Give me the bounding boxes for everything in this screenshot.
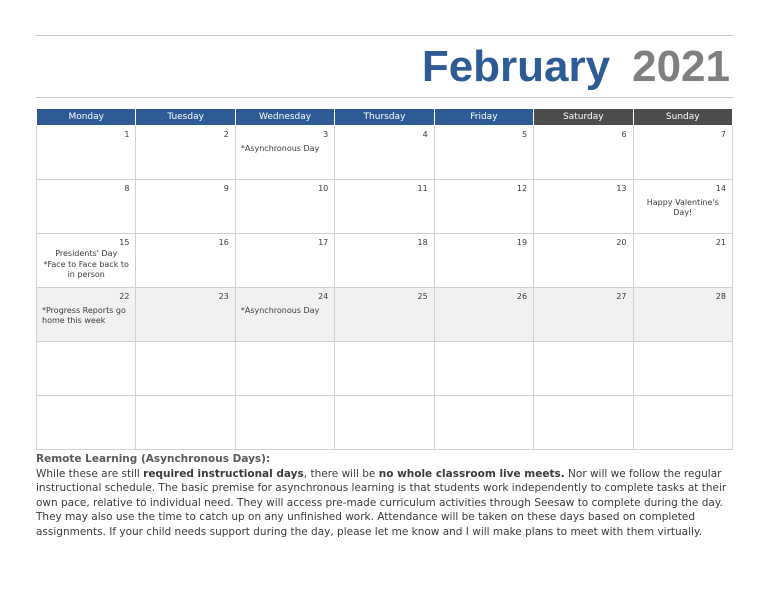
day-number: 15 [119, 238, 130, 247]
day-number: 19 [516, 238, 528, 247]
notes-text: Nor will we follow the regular instructional schedule. The basic premise for asynchronous learning is that students work independently to complete tasks at their own pace, relative to individual need. They will access pre-made curriculum activities through Seesaw to complete during the day. They may also use the time to catch up on any unfinished work. Attendance will be taken on these days based on completed assignments. If your child needs support during the day, please let me know and I will make plans to meet with them virtually. [36, 467, 727, 538]
calendar-week-row [37, 180, 733, 234]
day-number: 26 [516, 292, 528, 301]
day-event [241, 306, 329, 317]
day-number: 25 [417, 292, 428, 301]
calendar-day-cell[interactable] [633, 288, 732, 342]
weekday-header-tuesday: Tuesday [136, 109, 235, 126]
calendar-day-cell[interactable] [335, 396, 434, 450]
day-number: 16 [218, 238, 229, 247]
calendar-day-cell[interactable] [235, 180, 334, 234]
calendar-day-cell[interactable] [235, 126, 334, 180]
day-number: 3 [323, 130, 329, 139]
calendar-day-cell[interactable] [136, 126, 235, 180]
calendar-day-cell[interactable] [37, 180, 136, 234]
calendar-day-cell[interactable] [434, 234, 533, 288]
top-rule [36, 35, 733, 36]
calendar-week-row [37, 126, 733, 180]
calendar-day-cell[interactable] [633, 180, 732, 234]
weekday-header-friday: Friday [434, 109, 533, 126]
calendar-day-cell[interactable] [37, 396, 136, 450]
page-title [422, 38, 730, 96]
calendar-day-cell[interactable] [434, 288, 533, 342]
calendar-day-cell[interactable] [534, 396, 633, 450]
day-number: 18 [417, 238, 428, 247]
calendar-day-cell[interactable] [633, 234, 732, 288]
notes-emphasis: required instructional days [143, 467, 304, 480]
day-number: 1 [124, 130, 130, 139]
day-event [241, 144, 329, 155]
calendar-day-cell[interactable] [434, 342, 533, 396]
calendar-day-cell[interactable] [235, 234, 334, 288]
event-text: Happy Valentine's Day! [646, 198, 719, 217]
calendar-grid [36, 108, 733, 450]
calendar-day-cell[interactable] [335, 342, 434, 396]
calendar-day-cell[interactable] [136, 180, 235, 234]
weekday-header-thursday: Thursday [335, 109, 434, 126]
calendar-day-cell[interactable] [534, 180, 633, 234]
day-number: 8 [124, 184, 130, 193]
day-number: 13 [616, 184, 627, 193]
notes-emphasis: no whole classroom live meets. [378, 467, 565, 480]
day-number: 6 [621, 130, 627, 139]
year-title: 2021 [632, 42, 730, 91]
weekday-header-sunday: Sunday [633, 109, 732, 126]
calendar-day-cell[interactable] [434, 126, 533, 180]
calendar-day-cell[interactable] [534, 126, 633, 180]
day-event [42, 306, 130, 327]
weekday-header-wednesday: Wednesday [235, 109, 334, 126]
day-number: 4 [422, 130, 428, 139]
day-number: 21 [715, 238, 726, 247]
calendar-day-cell[interactable] [534, 288, 633, 342]
calendar-day-cell[interactable] [37, 126, 136, 180]
day-number: 27 [616, 292, 627, 301]
calendar-day-cell[interactable] [37, 234, 136, 288]
event-text: *Asynchronous Day [240, 306, 320, 315]
calendar-day-cell[interactable] [335, 288, 434, 342]
calendar-day-cell[interactable] [434, 180, 533, 234]
calendar-day-cell[interactable] [633, 126, 732, 180]
calendar-week-row [37, 396, 733, 450]
day-number: 17 [318, 238, 329, 247]
day-number: 22 [119, 292, 130, 301]
day-number: 20 [616, 238, 627, 247]
weekday-header-monday: Monday [37, 109, 136, 126]
day-number: 2 [223, 130, 229, 139]
calendar-day-cell[interactable] [136, 288, 235, 342]
calendar-day-cell[interactable] [136, 342, 235, 396]
calendar-day-cell[interactable] [335, 180, 434, 234]
calendar-week-row [37, 288, 733, 342]
calendar-week-row [37, 234, 733, 288]
day-number: 28 [715, 292, 726, 301]
calendar-day-cell[interactable] [37, 342, 136, 396]
calendar-day-cell[interactable] [235, 288, 334, 342]
calendar-day-cell[interactable] [136, 396, 235, 450]
month-title: February [421, 42, 611, 91]
notes-text: While these are still [36, 467, 144, 480]
calendar-day-cell[interactable] [633, 342, 732, 396]
weekday-header-row [37, 109, 733, 126]
day-number: 7 [720, 130, 726, 139]
weekday-header-saturday: Saturday [534, 109, 633, 126]
day-number: 5 [522, 130, 528, 139]
calendar-day-cell[interactable] [335, 126, 434, 180]
calendar-day-cell[interactable] [37, 288, 136, 342]
remote-learning-notes [36, 452, 736, 540]
calendar-day-cell[interactable] [335, 234, 434, 288]
day-number: 9 [223, 184, 229, 193]
event-text: Presidents' Day [55, 249, 118, 258]
day-number: 14 [715, 184, 726, 193]
day-number: 12 [516, 184, 528, 193]
calendar-week-row [37, 342, 733, 396]
calendar-day-cell[interactable] [534, 342, 633, 396]
bottom-rule [36, 97, 733, 98]
day-number: 23 [218, 292, 229, 301]
day-event [42, 249, 130, 281]
event-text: *Asynchronous Day [240, 144, 320, 153]
day-number: 10 [318, 184, 329, 193]
event-text: *Face to Face back to in person [43, 260, 129, 279]
notes-heading: Remote Learning (Asynchronous Days): [36, 453, 271, 465]
calendar-day-cell[interactable] [235, 396, 334, 450]
day-event [639, 198, 727, 219]
calendar-day-cell[interactable] [434, 396, 533, 450]
day-number: 11 [417, 184, 428, 193]
calendar-day-cell[interactable] [633, 396, 732, 450]
notes-text: , there will be [303, 467, 379, 480]
day-number: 24 [318, 292, 329, 301]
calendar-day-cell[interactable] [136, 234, 235, 288]
calendar-day-cell[interactable] [235, 342, 334, 396]
calendar-day-cell[interactable] [534, 234, 633, 288]
event-text: *Progress Reports go home this week [42, 306, 126, 325]
